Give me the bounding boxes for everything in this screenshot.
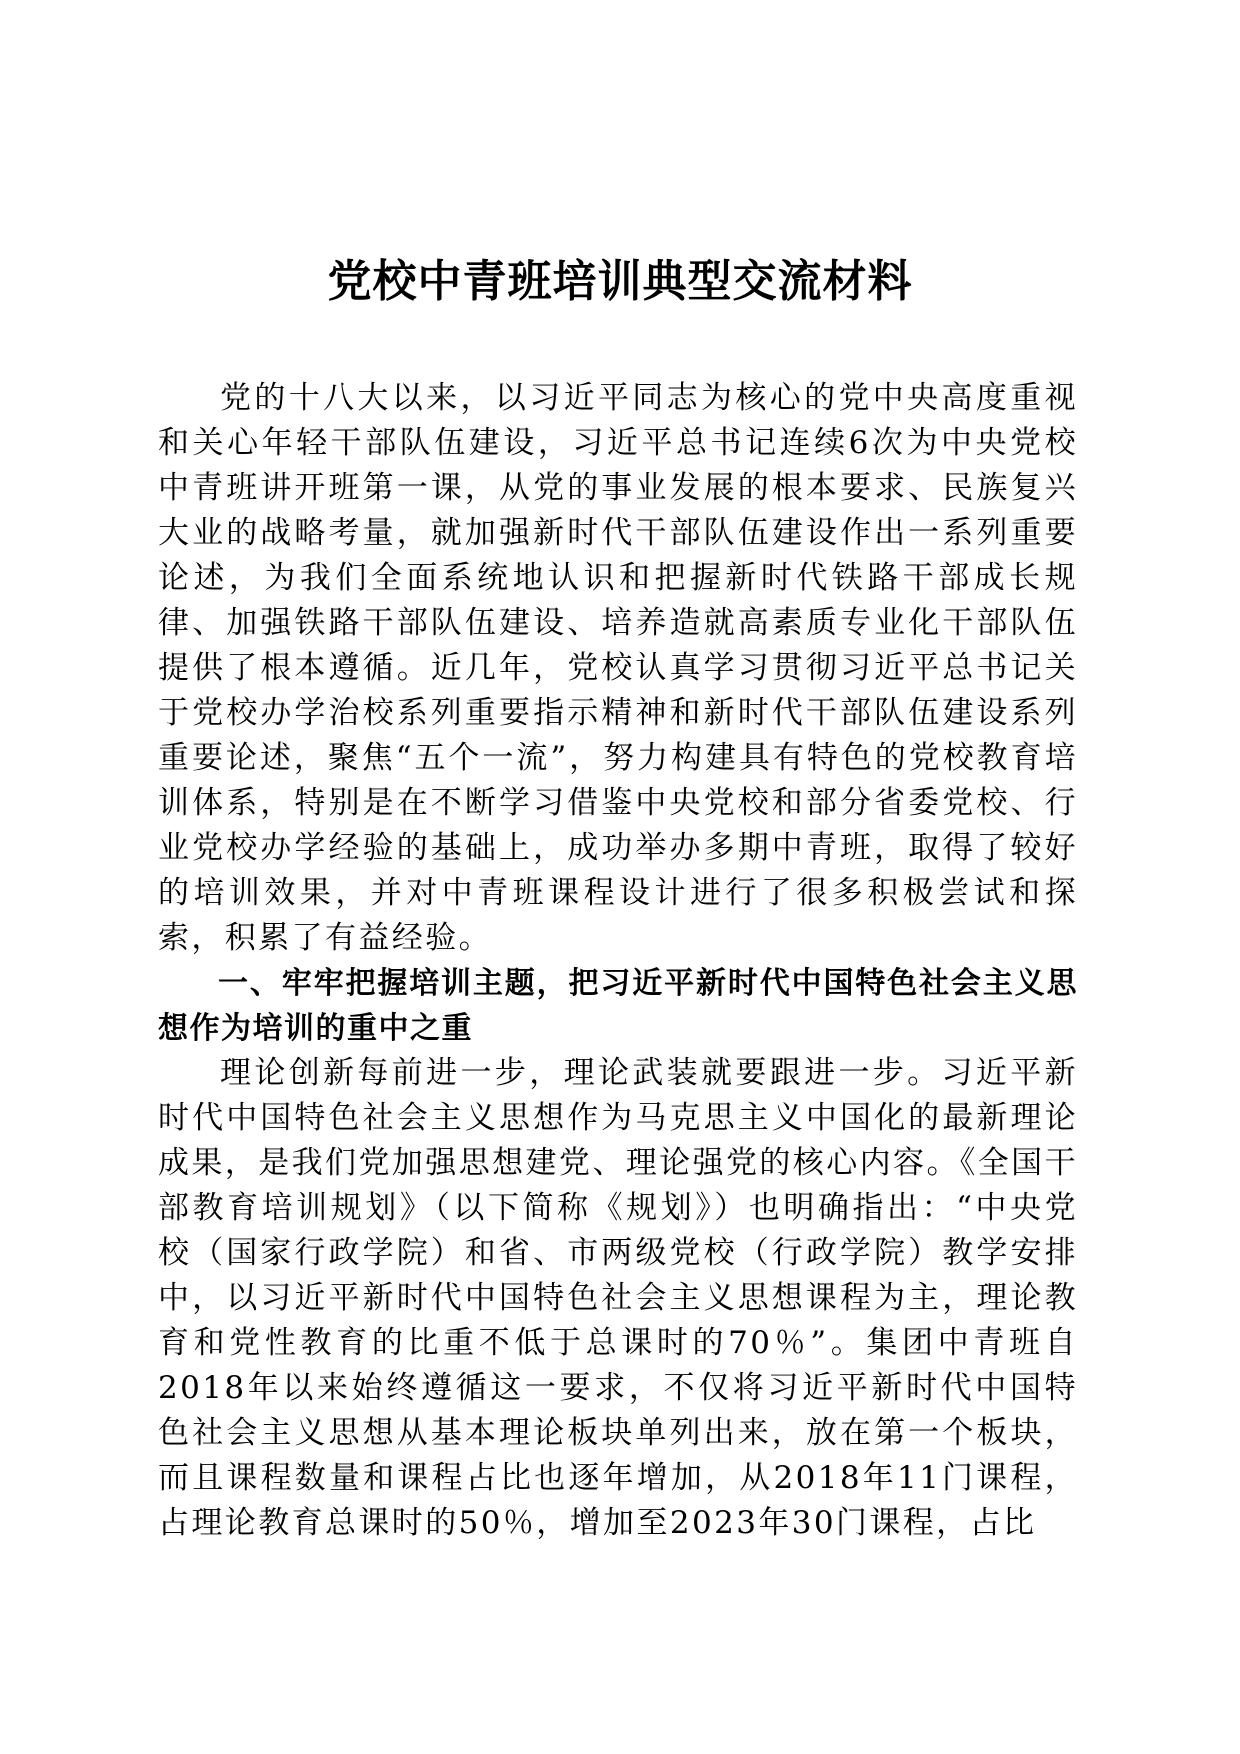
document-title: 党校中青班培训典型交流材料 — [327, 256, 913, 307]
section-heading-1: 一、牢牢把握培训主题，把习近平新时代中国特色社会主义思想作为培训的重中之重 — [158, 966, 1078, 1046]
document-body — [158, 376, 1078, 1546]
intro-paragraph: 党的十八大以来，以习近平同志为核心的党中央高度重视和关心年轻干部队伍建设，习近平总书记连续6次为中央党校中青班讲开班第一课，从党的事业发展的根本要求、民族复兴大业的战略考量，就加强新时代干部队伍建设作出一系列重要论述，为我们全面系统地认识和把握新时代铁路干部成长规律、加强铁路干部队伍建设、培养造就高素质专业化干部队伍提供了根本遵循。近几年，党校认真学习贯彻习近平总书记关于党校办学治校系列重要指示精神和新时代干部队伍建设系列重要论述，聚焦“五个一流”，努力构建具有特色的党校教育培训体系，特别是在不断学习借鉴中央党校和部分省委党校、行业党校办学经验的基础上，成功举办多期中青班，取得了较好的培训效果，并对中青班课程设计进行了很多积极尝试和探索，积累了有益经验。 — [158, 380, 1078, 956]
section-1-paragraph: 理论创新每前进一步，理论武装就要跟进一步。习近平新时代中国特色社会主义思想作为马克思主义中国化的最新理论成果，是我们党加强思想建党、理论强党的核心内容。《全国干部教育培训规划》（以下简称《规划》）也明确指出：“中央党校（国家行政学院）和省、市两级党校（行政学院）教学安排中，以习近平新时代中国特色社会主义思想课程为主，理论教育和党性教育的比重不低于总课时的70％”。集团中青班自2018年以来始终遵循这一要求，不仅将习近平新时代中国特色社会主义思想从基本理论板块单列出来，放在第一个板块，而且课程数量和课程占比也逐年增加，从2018年11门课程，占理论教育总课时的50％，增加至2023年30门课程，占比 — [158, 1055, 1078, 1541]
